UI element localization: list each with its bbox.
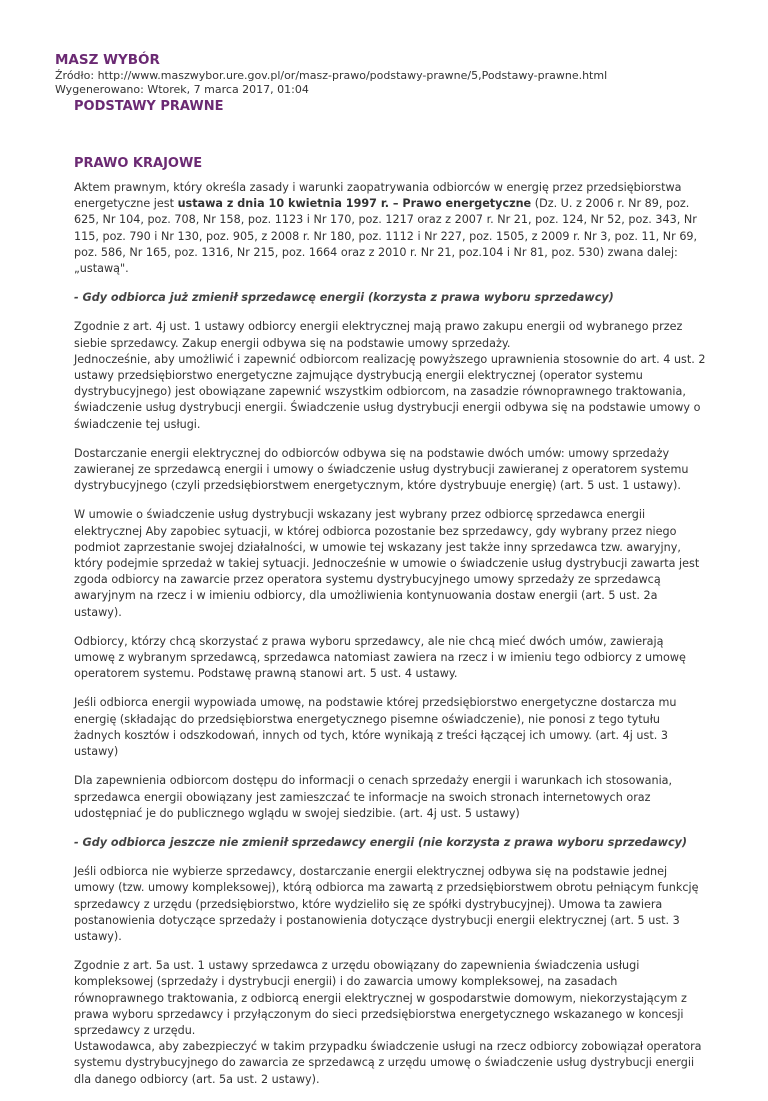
intro-text-2: (Dz. U. z 2006 r. Nr 89, poz. 625, Nr 104, poz. 708, Nr 158, poz. 1123 i Nr 170, poz. 1217 oraz z 2007 r. Nr 21, poz. 124, Nr 52, poz. 343, Nr 115, poz. 790 i Nr 130, poz. 905, z 2008 r. Nr 180, poz. 1112 i Nr 227, poz. 1505, z 2009 r. Nr 3, poz. 11, Nr 69, poz. 586, Nr 165, poz. 1316, Nr 215, poz. 1664 oraz z 2010 r. Nr 21, poz.104 i Nr 81, poz. 530) zwana dalej: „ustawą".	[74, 197, 698, 276]
paragraph-termination: Jeśli odbiorca energii wypowiada umowę, na podstawie której przedsiębiorstwo energetyczne dostarcza mu energię (składając do przedsiębiorstwa energetycznego pisemne oświadczenie), nie ponosi z tego tytułu żadnych kosztów i odszkodowań, innych od tych, które wynikają z treści łączącej ich umowy. (art. 4j ust. 3 ustawy)	[74, 696, 677, 759]
paragraph-comprehensive-contract: Jeśli odbiorca nie wybierze sprzedawcy, dostarczanie energii elektrycznej odbywa się na podstawie jednej umowy (tzw. umowy kompleksowej), którą odbiorca ma zawartą z przedsiębiorstwem obrotu pełniącym funkcję sprzedawcy z urzędu (przedsiębiorstwo, które wydzieliło się ze spółki dystrybucyjnej). Umowa ta zawiera postanowienia dotyczące sprzedaży i postanowienia dotyczące dystrybucji energii elektrycznej (art. 5 ust. 3 ustawy).	[74, 865, 699, 943]
section-heading: PRAWO KRAJOWE	[74, 156, 203, 171]
paragraph-text: Zgodnie z art. 4j ust. 1 ustawy odbiorcy energii elektrycznej mają prawo zakupu energii od wybranego przez siebie sprzedawcy. Zakup energii odbywa się na podstawie umowy sprzedaży.	[74, 320, 683, 350]
subheading-not-changed-seller: - Gdy odbiorca jeszcze nie zmienił sprzedawcy energii (nie korzysta z prawa wyboru sprzedawcy)	[74, 835, 688, 849]
subheading-changed-seller: - Gdy odbiorca już zmienił sprzedawcę energii (korzysta z prawa wyboru sprzedawcy)	[74, 291, 614, 305]
paragraph-text: Zgodnie z art. 5a ust. 1 ustawy sprzedawca z urzędu obowiązany do zapewnienia świadczenia usługi kompleksowej (sprzedaży i dystrybucji energii) i do zawarcia umowy kompleksowej, na zasadach równoprawnego traktowania, z odbiorcą energii elektrycznej w gospodarstwie domowym, niekorzystającym z prawa wyboru sprzedawcy i przyłączonym do sieci przedsiębiorstwa energetycznego wskazanego w koncesji sprzedawcy z urzędu.	[74, 959, 687, 1037]
paragraph-backup-seller: W umowie o świadczenie usług dystrybucji wskazany jest wybrany przez odbiorcę sprzedawca energii elektrycznej Aby zapobiec sytuacji, w której odbiorca pozostanie bez sprzedawcy, gdy wybrany przez niego podmiot zaprzestanie swojej działalności, w umowie tej wskazany jest także inny sprzedawca tzw. awaryjny, który podejmie sprzedaż w takiej sytuacji. Jednocześnie w umowie o świadczenie usług dystrybucji zawarta jest zgoda odbiorcy na zawarcie przez operatora systemu dystrybucyjnego umowy sprzedaży ze sprzedawcą awaryjnym na rzecz i w imieniu odbiorcy, dla umożliwienia kontynuowania dostaw energii (art. 5 ust. 2a ustawy).	[74, 508, 700, 619]
paragraph-price-info: Dla zapewnienia odbiorcom dostępu do informacji o cenach sprzedaży energii i warunkach ich stosowania, sprzedawca energii obowiązany jest zamieszczać te informacje na swoich stronach internetowych oraz udostępniać je do publicznego wglądu w swojej siedzibie. (art. 4j ust. 5 ustawy)	[74, 774, 673, 820]
article-body	[74, 180, 706, 1101]
site-title: MASZ WYBÓR	[55, 52, 160, 68]
generated-timestamp: Wygenerowano: Wtorek, 7 marca 2017, 01:04	[55, 83, 309, 96]
page-heading: PODSTAWY PRAWNE	[74, 99, 224, 114]
paragraph-default-seller	[74, 958, 706, 1088]
paragraph-two-contracts: Dostarczanie energii elektrycznej do odbiorców odbywa się na podstawie dwóch umów: umowy sprzedaży zawieranej ze sprzedawcą energii i umowy o świadczenie usług dystrybucji zawieranej z operatorem systemu dystrybucyjnego (czyli przedsiębiorstwem energetycznym, które dystrybuuje energię) (art. 5 ust. 1 ustawy).	[74, 446, 689, 493]
paragraph-single-contract: Odbiorcy, którzy chcą skorzystać z prawa wyboru sprzedawcy, ale nie chcą mieć dwóch umów, zawierają umowę z wybranym sprzedawcą, sprzedawca natomiast zawiera na rzecz i w imieniu tego odbiorcy z umowę operatorem systemu. Podstawę prawną stanowi art. 5 ust. 4 ustawy.	[74, 634, 686, 681]
intro-text-1: Aktem prawnym, który określa zasady i warunki zaopatrywania odbiorców w energię przez przedsiębiorstwa energetyczne jest	[74, 181, 682, 211]
intro-act-name: ustawa z dnia 10 kwietnia 1997 r. – Prawo energetyczne	[177, 197, 532, 211]
paragraph-right-to-choose	[74, 319, 706, 432]
paragraph-text: Jednocześnie, aby umożliwić i zapewnić odbiorcom realizację powyższego uprawnienia stosownie do art. 4 ust. 2 ustawy przedsiębiorstwo energetyczne zajmujące dystrybucją energii elektrycznej (operator systemu dystrybucyjnego) jest obowiązane zapewnić wszystkim odbiorcom, na zasadzie równoprawnego traktowania, świadczenie usług dystrybucji energii. Świadczenie usług dystrybucji energii odbywa się na podstawie umowy o świadczenie tej usługi.	[74, 352, 706, 431]
paragraph-text: Ustawodawca, aby zabezpieczyć w takim przypadku świadczenie usługi na rzecz odbiorcy zobowiązał operatora systemu dystrybucyjnego do zawarcia ze sprzedawcą z urzędu umowę o świadczenie usług dystrybucji energii dla danego odbiorcy (art. 5a ust. 2 ustawy).	[74, 1040, 702, 1086]
source-url[interactable]: Źródło: http://www.maszwybor.ure.gov.pl/or/masz-prawo/podstawy-prawne/5,Podstawy-prawne.html	[55, 69, 608, 82]
intro-paragraph	[74, 180, 706, 277]
